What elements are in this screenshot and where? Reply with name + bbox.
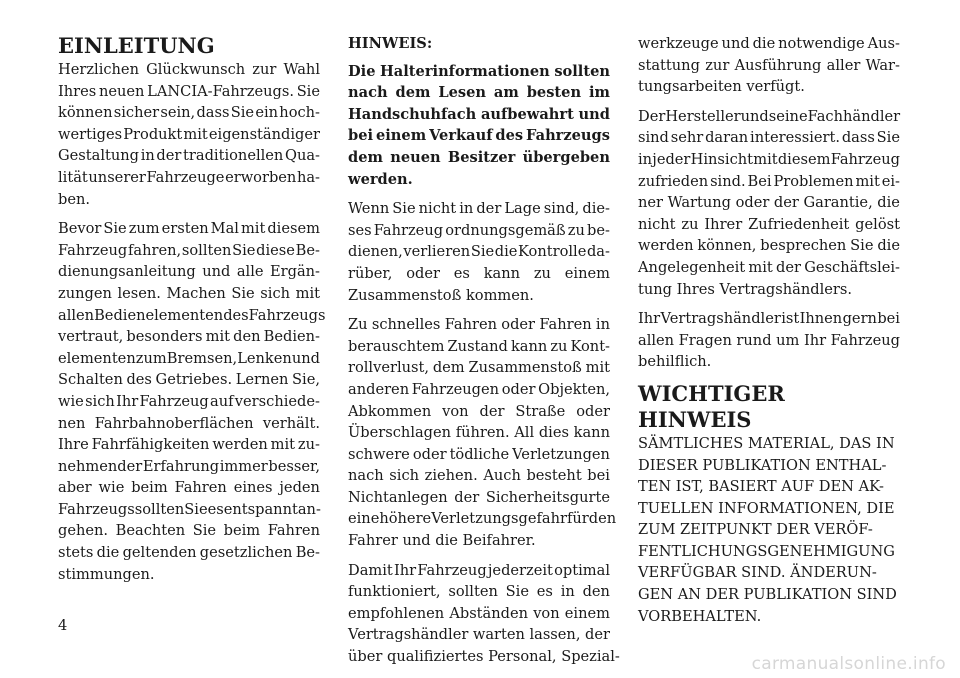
text-line: in jeder Hinsicht mit diesem Fahrzeug: [638, 150, 900, 168]
text-line: rollverlust, dem Zusammenstoß mit: [348, 359, 610, 377]
text-line: Angelegenheit mit der Geschäftslei-: [638, 258, 900, 276]
text-line: dem neuen Besitzer übergeben: [348, 148, 610, 166]
text-line: aber wie beim Fahren eines jeden: [58, 479, 320, 497]
text-line: SÄMTLICHES MATERIAL, DAS IN: [638, 434, 895, 452]
text-line: werden.: [348, 170, 413, 188]
text-line: nen Fahrbahnoberflächen verhält.: [58, 414, 320, 432]
text-line: rüber, oder es kann zu einem: [348, 264, 610, 282]
important-notice-paragraph: [638, 433, 900, 627]
text-line: allen Bedienelementen des Fahrzeugs: [58, 306, 326, 324]
before-driving-paragraph: [58, 218, 326, 585]
text-line: wertiges Produkt mit eigenständiger: [58, 125, 320, 143]
text-line: FENTLICHUNGSGENEHMIGUNG: [638, 542, 895, 560]
speed-warning-paragraph: [348, 314, 617, 552]
text-line: eine höhere Verletzungsgefahr für den: [348, 510, 617, 528]
text-line: Herzlichen Glückwunsch zur Wahl: [58, 61, 320, 78]
note-label: HINWEIS:: [348, 35, 433, 52]
text-line: stimmungen.: [58, 565, 155, 583]
text-line: ses Fahrzeug ordnungsgemäß zu be-: [348, 221, 610, 239]
text-line: nehmender Erfahrung immer besser,: [58, 457, 320, 475]
column-right: [638, 33, 900, 627]
text-line: ZUM ZEITPUNKT DER VERÖF-: [638, 521, 873, 539]
text-line: werden können, besprechen Sie die: [638, 237, 900, 255]
text-line: Nichtanlegen der Sicherheitsgurte: [348, 488, 610, 506]
text-line: Zusammenstoß kommen.: [348, 286, 534, 304]
text-line: funktioniert, sollten Sie es in den: [348, 583, 610, 601]
text-line: Ihre Fahrfähigkeiten werden mit zu-: [58, 436, 320, 454]
text-line: Gestaltung in der traditionellen Qua-: [58, 147, 320, 165]
text-line: Fahrer und die Beifahrer.: [348, 532, 536, 550]
text-line: TUELLEN INFORMATIONEN, DIE: [638, 499, 895, 517]
text-line: VERFÜGBAR SIND. ÄNDERUN-: [638, 564, 877, 582]
text-line: empfohlenen Abständen von einem: [348, 604, 610, 622]
text-line: nicht zu Ihrer Zufriedenheit gelöst: [638, 215, 900, 233]
text-line: bei einem Verkauf des Fahrzeugs: [348, 127, 610, 145]
text-line: stattung zur Ausführung aller War-: [638, 56, 900, 74]
text-line: tungsarbeiten verfügt.: [638, 78, 805, 96]
text-line: Ihr Vertragshändler ist Ihnen gern bei: [638, 310, 900, 328]
text-line: lität unserer Fahrzeuge erworben ha-: [58, 168, 320, 186]
intro-paragraph: [58, 59, 320, 210]
text-line: TEN IST, BASIERT AUF DEN AK-: [638, 478, 884, 496]
text-line: Handschuhfach aufbewahrt und: [348, 105, 610, 123]
maintenance-paragraph-continued: [638, 33, 900, 98]
control-paragraph: [348, 198, 610, 306]
text-line: Wenn Sie nicht in der Lage sind, die-: [348, 200, 610, 218]
text-line: anderen Fahrzeugen oder Objekten,: [348, 380, 610, 398]
text-line: nach sich ziehen. Auch besteht bei: [348, 467, 610, 485]
text-line: vertraut, besonders mit den Bedien-: [58, 328, 320, 346]
text-line: behilflich.: [638, 353, 712, 371]
text-line: Fahrzeugs sollten Sie es entspannt an-: [58, 500, 321, 518]
text-line: Schalten des Getriebes. Lernen Sie,: [58, 371, 320, 389]
text-line: Abkommen von der Straße oder: [348, 402, 610, 420]
text-line: tung Ihres Vertragshändlers.: [638, 280, 852, 298]
text-line: sind sehr daran interessiert. dass Sie: [638, 129, 900, 147]
text-line: Damit Ihr Fahrzeug jederzeit optimal: [348, 561, 610, 579]
text-line: gehen. Beachten Sie beim Fahren: [58, 522, 320, 540]
text-line: zufrieden sind. Bei Problemen mit ei-: [638, 172, 900, 190]
text-line: Ihres neuen LANCIA-Fahrzeugs. Sie: [58, 82, 320, 100]
text-line: allen Fragen rund um Ihr Fahrzeug: [638, 331, 900, 349]
text-line: elementen zum Bremsen, Lenken und: [58, 349, 320, 367]
text-line: schwere oder tödliche Verletzungen: [348, 445, 610, 463]
text-line: Bevor Sie zum ersten Mal mit diesem: [58, 220, 320, 238]
text-line: nach dem Lesen am besten im: [348, 84, 610, 102]
text-line: Die Halterinformationen sollten: [348, 62, 610, 80]
text-line: stets die geltenden gesetzlichen Be-: [58, 544, 320, 562]
maintenance-paragraph: [348, 560, 620, 668]
page-number: 4: [58, 617, 68, 634]
text-line: Der Hersteller und seine Fachhändler: [638, 107, 901, 125]
text-line: wie sich Ihr Fahrzeug auf verschiede-: [58, 392, 320, 410]
text-line: zungen lesen. Machen Sie sich mit: [58, 284, 320, 302]
text-line: Fahrzeug fahren, sollten Sie diese Be-: [58, 241, 320, 259]
text-line: DIESER PUBLIKATION ENTHAL-: [638, 456, 887, 474]
text-line: berauschtem Zustand kann zu Kont-: [348, 337, 610, 355]
text-line: Überschlagen führen. All dies kann: [348, 424, 610, 442]
text-line: Vertragshändler warten lassen, der: [348, 626, 610, 644]
text-line: ner Wartung oder der Garantie, die: [638, 194, 900, 212]
text-line: können sicher sein, dass Sie ein hoch-: [58, 104, 320, 122]
text-line: dienungsanleitung und alle Ergän-: [58, 263, 320, 281]
section-heading-wichtiger-hinweis: WICHTIGER HINWEIS: [638, 380, 785, 432]
text-line: werkzeuge und die notwendige Aus-: [638, 35, 900, 52]
satisfaction-paragraph: [638, 106, 900, 300]
text-line: Zu schnelles Fahren oder Fahren in: [348, 316, 610, 334]
watermark-text: carmanualsonline.info: [751, 654, 946, 674]
column-middle: [348, 33, 620, 668]
text-line: VORBEHALTEN.: [638, 607, 762, 625]
dealer-paragraph: [638, 308, 900, 373]
text-line: ben.: [58, 190, 91, 208]
text-line: GEN AN DER PUBLIKATION SIND: [638, 586, 897, 604]
text-line: dienen, verlieren Sie die Kontrolle da-: [348, 243, 610, 261]
column-left: [58, 33, 326, 585]
note-paragraph: [348, 61, 610, 191]
section-heading-einleitung: EINLEITUNG: [58, 33, 215, 58]
text-line: über qualifiziertes Personal, Spezial-: [348, 648, 620, 666]
